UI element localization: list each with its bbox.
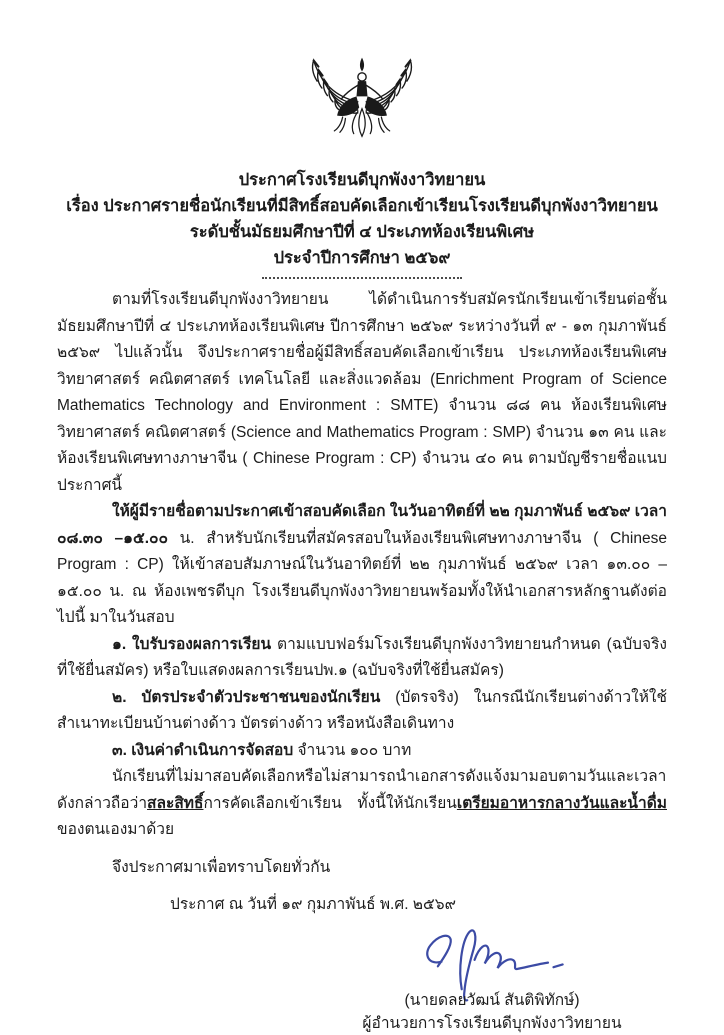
garuda-emblem-graphic [286,56,438,156]
signature-block [337,925,647,1035]
exam-schedule-paragraph [57,499,667,632]
garuda-emblem [57,56,667,161]
text-run: ๓. เงินค่าดำเนินการจัดสอบ [112,741,294,759]
document-item-2 [57,685,667,738]
document-item-1 [57,632,667,685]
text-run: ตามที่โรงเรียนดีบุกพังงาวิทยายน ได้ดำเนินการรับสมัครนักเรียนเข้าเรียนต่อชั้นมัธยมศึกษาปีที่ ๔ ประเภทห้องเรียนพิเศษ ปีการศึกษา ๒๕๖๙ ระหว่างวันที่ ๙ - ๑๓ กุมภาพันธ์ ๒๕๖๙ ไปแล้วนั้น จึงประกาศรายชื่อผู้มีสิทธิ์สอบคัดเลือกเข้าเรียน ประเภทห้องเรียนพิเศษวิทยาศาสตร์ คณิตศาสตร์ เทคโนโลยี และสิ่งแวดล้อม (Enrichment Program of Science Mathematics Technology and Environment : SMTE) จำนวน ๘๘ คน ห้องเรียนพิเศษวิทยาศาสตร์ คณิตศาสตร์ (Science and Mathematics Program : SMP) จำนวน ๑๓ คน และห้องเรียนพิเศษทางภาษาจีน ( Chinese Program : CP) จำนวน ๔๐ คน ตามบัญชีรายชื่อแนบประกาศนี้ [57,291,667,494]
title-line-year: ประจำปีการศึกษา ๒๕๖๙ [273,249,451,267]
text-run: ๒. บัตรประจำตัวประชาชนของนักเรียน [112,688,381,706]
dotted-separator [262,277,462,279]
intro-paragraph [57,287,667,499]
text-run: น. สำหรับนักเรียนที่สมัครสอบในห้องเรียนพิเศษทางภาษาจีน ( Chinese Program : CP) ให้เข้าสอบสัมภาษณ์ในวันอาทิตย์ที่ ๒๒ กุมภาพันธ์ ๒๕๖๙ เวลา ๑๓.๐๐ – ๑๕.๐๐ น. ณ ห้องเพชรดีบุก โรงเรียนดีบุกพังงาวิทยายนพร้อมทั้งให้นำเอกสารหลักฐานดังต่อไปนี้ มาในวันสอบ [57,529,667,626]
text-run: ให้ผู้มีรายชื่อตามประกาศเข้าสอบคัดเลือก ในวันอาทิตย์ที่ ๒๒ กุมภาพันธ์ ๒๕๖๙ เวลา ๐๘.๓๐ –๑๕.๐๐ [57,503,667,547]
forfeit-paragraph [57,764,667,844]
document-item-3 [57,738,667,765]
text-run: จำนวน ๑๐๐ บาท [293,741,412,759]
text-run: ของตนเองมาด้วย [57,821,175,838]
text-run: สละสิทธิ์ [147,794,204,812]
text-run: การคัดเลือกเข้าเรียน ทั้งนี้ให้นักเรียน [203,794,457,812]
text-run: ๑. ใบรับรองผลการเรียน [112,635,272,653]
announcement-date-line: ประกาศ ณ วันที่ ๑๙ กุมภาพันธ์ พ.ศ. ๒๕๖๙ [170,896,456,913]
text-run: นักเรียนที่ไม่มาสอบคัดเลือกหรือไม่สามารถนำเอกสารดังแจ้งมามอบตามวันและเวลาดังกล่าวถือว่า [57,768,667,812]
text-run: เตรียมอาหารกลางวันและน้ำดื่ม [456,794,667,812]
title-line-level: ระดับชั้นมัธยมศึกษาปีที่ ๔ ประเภทห้องเรียนพิเศษ [189,223,535,241]
signer-title: ผู้อำนวยการโรงเรียนดีบุกพังงาวิทยายน [362,1014,622,1032]
signer-name: (นายดลยวัฒน์ สันติพิทักษ์) [404,991,580,1009]
closing-line: จึงประกาศมาเพื่อทราบโดยทั่วกัน [112,858,331,876]
text-run: (บัตรจริง) ในกรณีนักเรียนต่างด้าวให้ใช้สำเนาทะเบียนบ้านต่างด้าว บัตรต่างด้าว หรือหนังสือเดินทาง [57,688,667,732]
title-line-school: ประกาศโรงเรียนดีบุกพังงาวิทยายน [238,171,486,189]
text-run: ตามแบบฟอร์มโรงเรียนดีบุกพังงาวิทยายนกำหนด (ฉบับจริงที่ใช้ยื่นสมัคร) หรือใบแสดงผลการเรียนปพ.๑ (ฉบับจริงที่ใช้ยื่นสมัคร) [57,635,667,679]
document-body [57,287,667,919]
title-line-subject: เรื่อง ประกาศรายชื่อนักเรียนที่มีสิทธิ์สอบคัดเลือกเข้าเรียนโรงเรียนดีบุกพังงาวิทยายน [66,197,658,215]
document-title-block [57,167,667,271]
